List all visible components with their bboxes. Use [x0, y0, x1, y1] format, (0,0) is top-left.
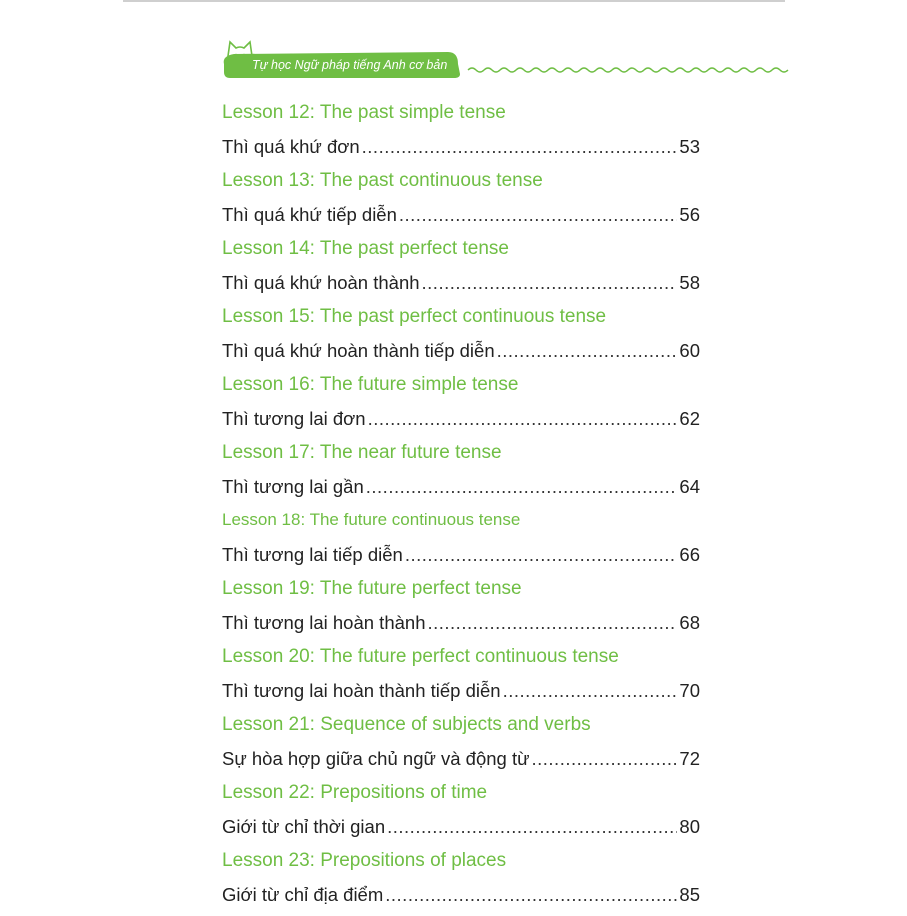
toc-row: [222, 816, 700, 838]
toc-row: [222, 408, 700, 430]
dot-leader: [385, 884, 677, 906]
lesson-vietnamese-title: Thì quá khứ hoàn thành: [222, 272, 420, 293]
toc-row: [222, 544, 700, 566]
lesson-title: Lesson 22: Prepositions of time: [222, 782, 488, 803]
lesson-title: Lesson 14: The past perfect tense: [222, 238, 509, 259]
toc-row: [222, 204, 700, 226]
lesson-vietnamese-title: Thì quá khứ đơn: [222, 136, 360, 157]
toc-entry: [222, 168, 700, 236]
lesson-vietnamese-title: Thì tương lai hoàn thành: [222, 612, 426, 633]
top-rule: [123, 0, 785, 2]
page-number: 85: [679, 884, 700, 905]
page-number: 72: [679, 748, 700, 769]
page-number: 66: [679, 544, 700, 565]
lesson-vietnamese-title: Sự hòa hợp giữa chủ ngữ và động từ: [222, 748, 530, 769]
toc-entry: [222, 508, 700, 576]
toc-entry: [222, 304, 700, 372]
lesson-title: Lesson 12: The past simple tense: [222, 102, 506, 123]
lesson-title: Lesson 20: The future perfect continuous tense: [222, 646, 619, 667]
dot-leader: [387, 816, 677, 838]
dot-leader: [497, 340, 678, 362]
page-number: 56: [679, 204, 700, 225]
lesson-vietnamese-title: Thì tương lai tiếp diễn: [222, 544, 403, 565]
lesson-title: Lesson 16: The future simple tense: [222, 374, 519, 395]
lesson-vietnamese-title: Giới từ chỉ thời gian: [222, 816, 386, 837]
toc-entry: [222, 712, 700, 780]
toc-entry: [222, 372, 700, 440]
lesson-title: Lesson 23: Prepositions of places: [222, 850, 507, 871]
page-number: 80: [679, 816, 700, 837]
lesson-vietnamese-title: Thì tương lai gần: [222, 476, 364, 497]
toc-row: [222, 272, 700, 294]
book-title: Tự học Ngữ pháp tiếng Anh cơ bản: [252, 58, 448, 72]
toc-row: [222, 136, 700, 158]
page-header: [220, 34, 790, 84]
lesson-vietnamese-title: Thì quá khứ hoàn thành tiếp diễn: [222, 340, 495, 361]
dot-leader: [366, 476, 678, 498]
dot-leader: [503, 680, 678, 702]
dot-leader: [399, 204, 678, 226]
lesson-vietnamese-title: Thì tương lai hoàn thành tiếp diễn: [222, 680, 501, 701]
page-number: 70: [679, 680, 700, 701]
lesson-vietnamese-title: Thì quá khứ tiếp diễn: [222, 204, 397, 225]
table-of-contents: [222, 100, 700, 916]
page-number: 64: [679, 476, 700, 497]
toc-row: [222, 476, 700, 498]
lesson-title: Lesson 19: The future perfect tense: [222, 578, 522, 599]
toc-entry: [222, 236, 700, 304]
toc-entry: [222, 780, 700, 848]
page-number: 60: [679, 340, 700, 361]
toc-entry: [222, 644, 700, 712]
toc-entry: [222, 440, 700, 508]
toc-row: [222, 884, 700, 906]
page-number: 68: [679, 612, 700, 633]
dot-leader: [362, 136, 678, 158]
lesson-title: Lesson 13: The past continuous tense: [222, 170, 543, 191]
toc-row: [222, 680, 700, 702]
page-number: 53: [679, 136, 700, 157]
toc-row: [222, 748, 700, 770]
dot-leader: [427, 612, 677, 634]
lesson-title: Lesson 18: The future continuous tense: [222, 510, 521, 529]
dot-leader: [405, 544, 678, 566]
page-number: 62: [679, 408, 700, 429]
lesson-title: Lesson 15: The past perfect continuous tense: [222, 306, 607, 327]
page-number: 58: [679, 272, 700, 293]
dot-leader: [422, 272, 678, 294]
dot-leader: [532, 748, 678, 770]
lesson-vietnamese-title: Thì tương lai đơn: [222, 408, 366, 429]
toc-row: [222, 612, 700, 634]
toc-row: [222, 340, 700, 362]
lesson-vietnamese-title: Giới từ chỉ địa điểm: [222, 884, 384, 905]
lesson-title: Lesson 21: Sequence of subjects and verbs: [222, 714, 591, 735]
lesson-title: Lesson 17: The near future tense: [222, 442, 502, 463]
toc-entry: [222, 848, 700, 916]
toc-entry: [222, 576, 700, 644]
dot-leader: [368, 408, 678, 430]
toc-entry: [222, 100, 700, 168]
